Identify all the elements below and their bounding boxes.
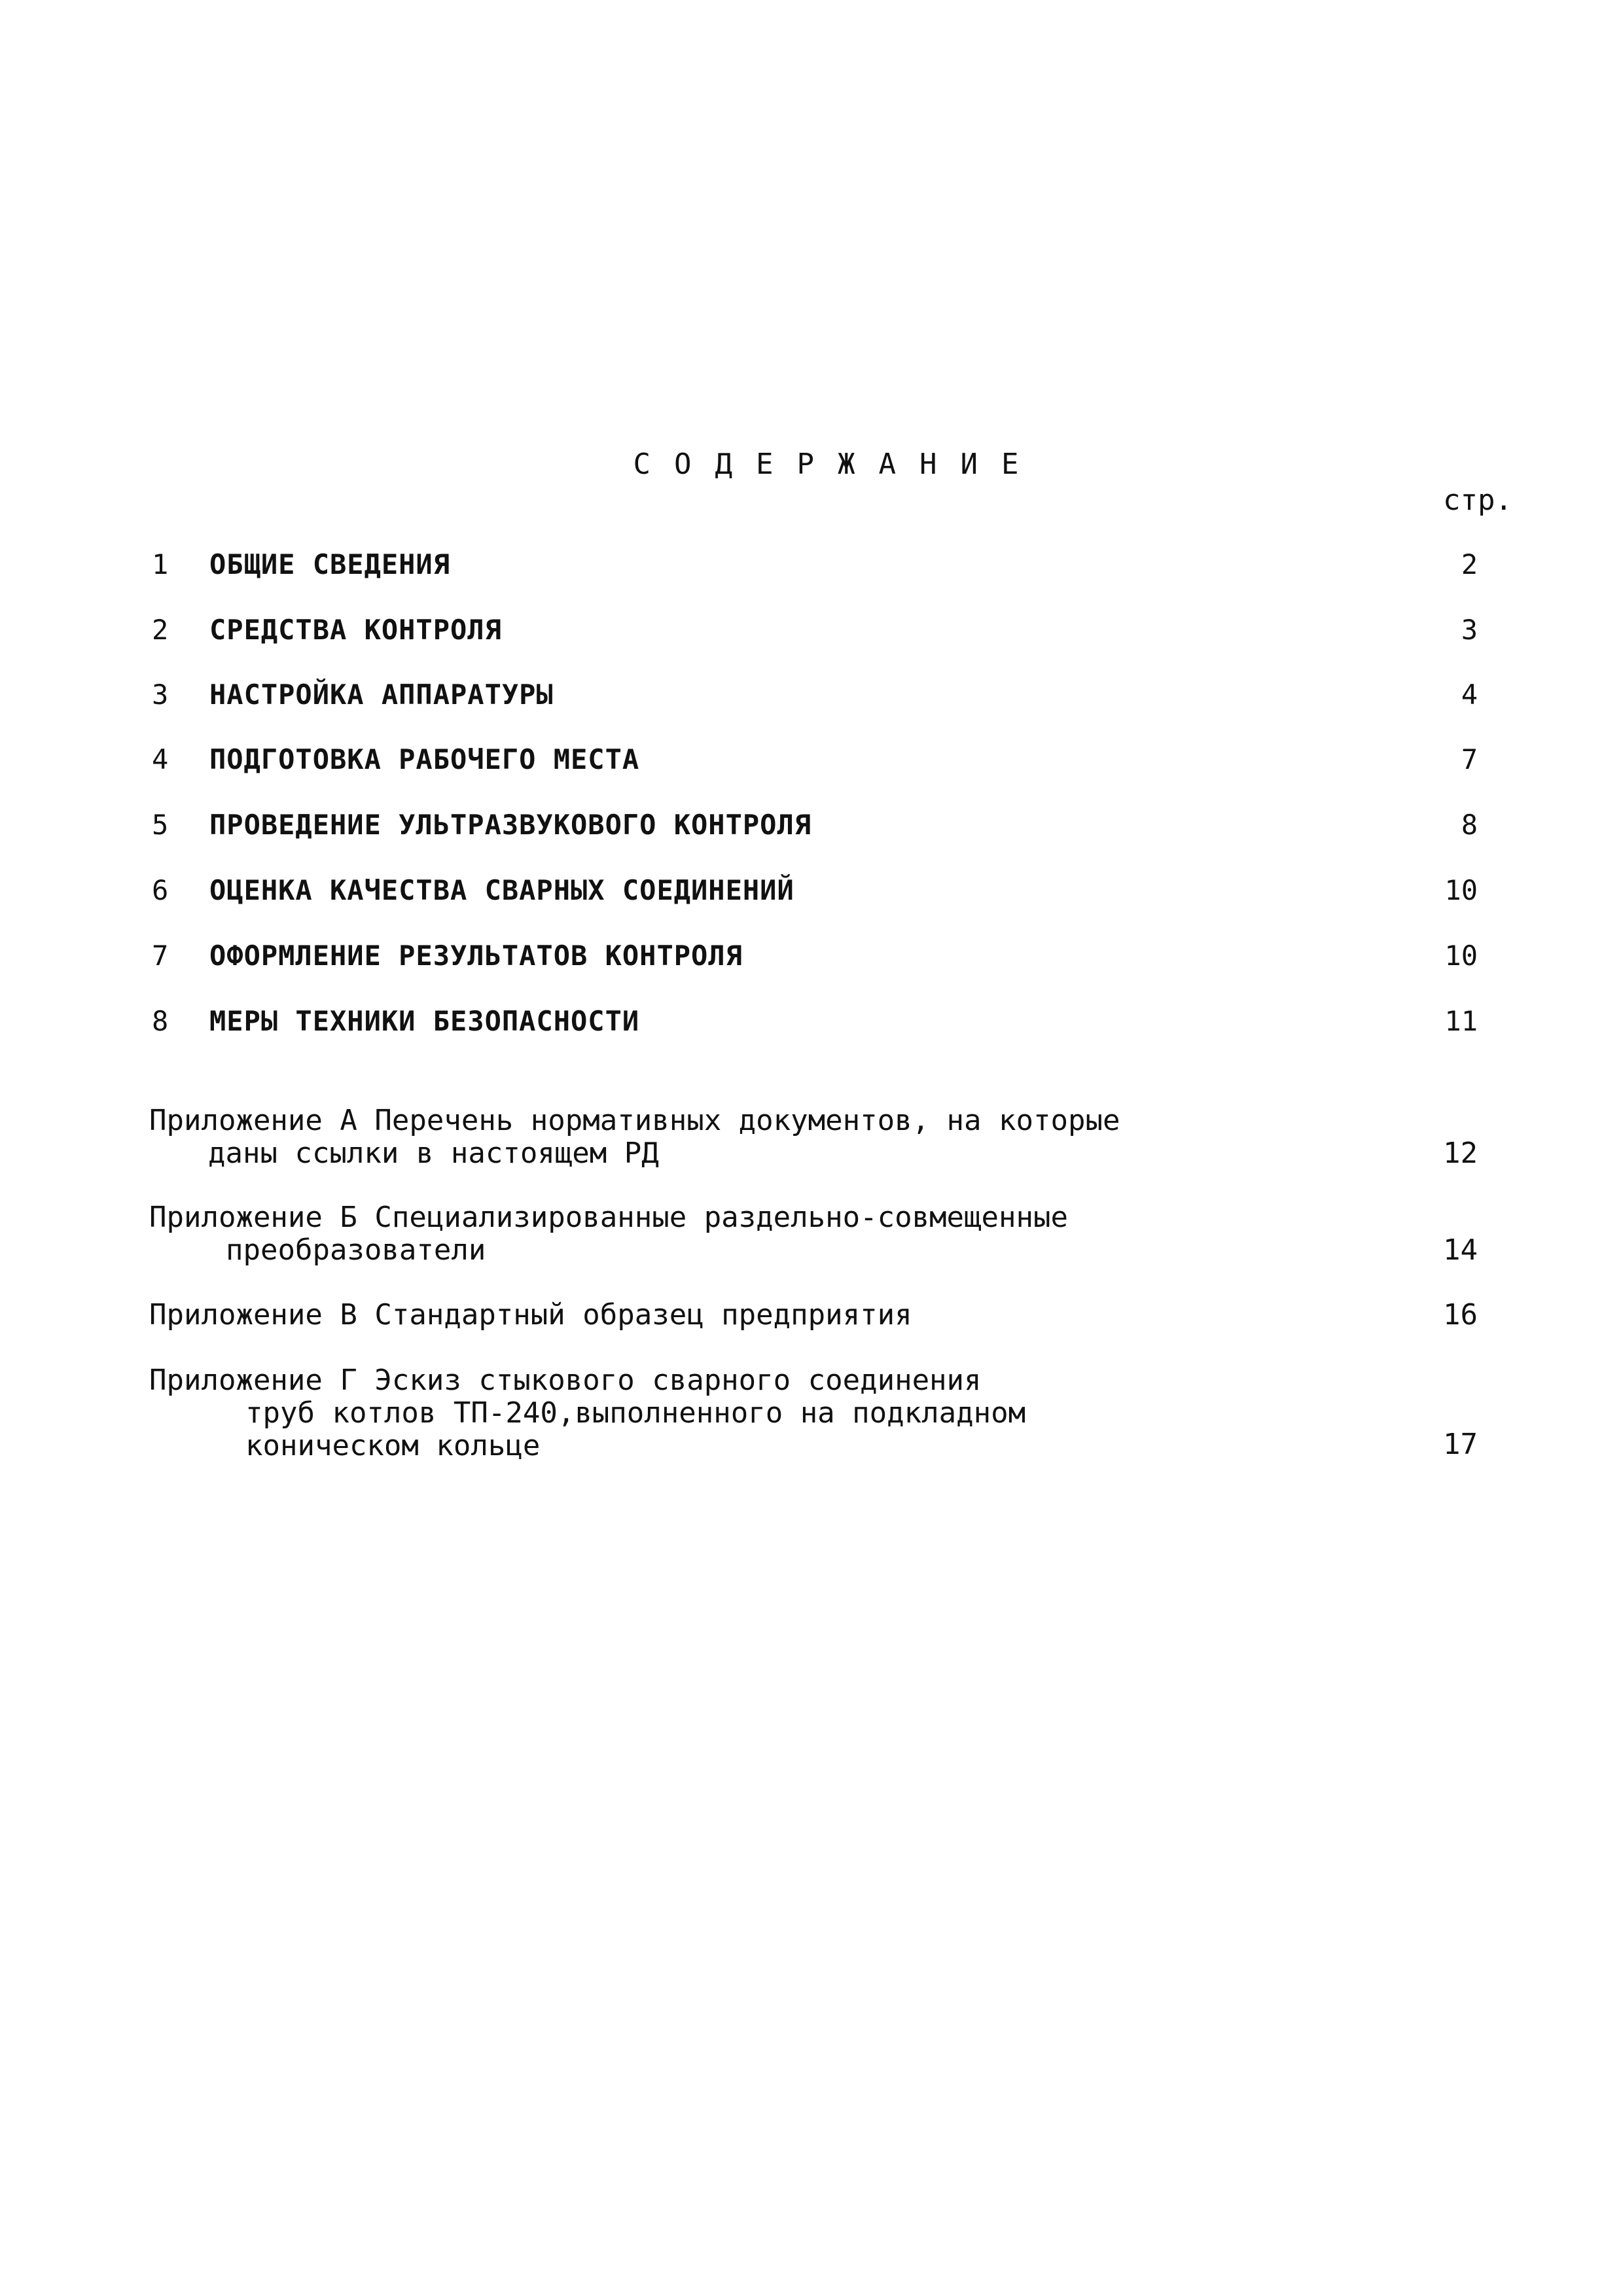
appendix-title-line: Приложение В Стандартный образец предприятия xyxy=(149,1298,912,1332)
toc-row-appendix-a[interactable] xyxy=(0,1104,1623,1176)
appendix-page: 14 xyxy=(1443,1233,1478,1267)
section-title: ОФОРМЛЕНИЕ РЕЗУЛЬТАТОВ КОНТРОЛЯ xyxy=(209,940,743,972)
toc-row-section-7[interactable] xyxy=(0,936,1623,976)
section-number: 8 xyxy=(152,1005,169,1037)
section-page: 8 xyxy=(1461,809,1478,841)
toc-row-section-2[interactable] xyxy=(0,610,1623,650)
section-page: 10 xyxy=(1444,874,1478,906)
toc-row-appendix-g[interactable] xyxy=(0,1364,1623,1469)
appendix-page: 17 xyxy=(1443,1428,1478,1461)
section-page: 11 xyxy=(1444,1005,1478,1037)
appendix-title-line: Приложение Г Эскиз стыкового сварного соединения xyxy=(149,1364,982,1397)
appendix-title-line: преобразователи xyxy=(226,1233,486,1267)
toc-row-section-6[interactable] xyxy=(0,871,1623,910)
section-title: ПОДГОТОВКА РАБОЧЕГО МЕСТА xyxy=(209,743,640,775)
section-number: 5 xyxy=(152,809,169,841)
section-page: 7 xyxy=(1461,743,1478,775)
appendix-title-line: труб котлов ТП-240,выполненного на подкладном xyxy=(245,1396,1026,1430)
section-number: 1 xyxy=(152,548,169,580)
toc-row-appendix-b[interactable] xyxy=(0,1201,1623,1273)
section-title: МЕРЫ ТЕХНИКИ БЕЗОПАСНОСТИ xyxy=(209,1005,640,1037)
section-page: 4 xyxy=(1461,679,1478,711)
appendix-title-line: коническом кольце xyxy=(245,1429,541,1462)
appendix-page: 12 xyxy=(1443,1137,1478,1170)
section-number: 6 xyxy=(152,874,169,906)
section-page: 10 xyxy=(1444,940,1478,972)
section-number: 4 xyxy=(152,743,169,775)
toc-row-section-5[interactable] xyxy=(0,805,1623,845)
toc-row-section-8[interactable] xyxy=(0,1002,1623,1041)
toc-row-section-1[interactable] xyxy=(0,545,1623,584)
page-column-label: стр. xyxy=(1443,484,1512,517)
section-title: ПРОВЕДЕНИЕ УЛЬТРАЗВУКОВОГО КОНТРОЛЯ xyxy=(209,809,812,841)
appendix-title-line: даны ссылки в настоящем РД xyxy=(208,1137,659,1170)
appendix-title-line: Приложение Б Специализированные раздельно-совмещенные xyxy=(149,1201,1068,1234)
toc-row-appendix-v[interactable] xyxy=(0,1299,1623,1338)
toc-row-section-3[interactable] xyxy=(0,675,1623,715)
section-title: СРЕДСТВА КОНТРОЛЯ xyxy=(209,614,502,646)
section-number: 3 xyxy=(152,679,169,711)
section-page: 3 xyxy=(1461,614,1478,646)
section-page: 2 xyxy=(1461,548,1478,580)
appendix-page: 16 xyxy=(1443,1298,1478,1332)
appendix-title-line: Приложение А Перечень нормативных документов, на которые xyxy=(149,1104,1120,1137)
section-title: ОБЩИЕ СВЕДЕНИЯ xyxy=(209,548,451,580)
page-title: СОДЕРЖАНИЕ xyxy=(633,448,1043,481)
section-number: 2 xyxy=(152,614,169,646)
section-title: ОЦЕНКА КАЧЕСТВА СВАРНЫХ СОЕДИНЕНИЙ xyxy=(209,874,794,906)
section-title: НАСТРОЙКА АППАРАТУРЫ xyxy=(209,679,554,711)
toc-row-section-4[interactable] xyxy=(0,740,1623,779)
section-number: 7 xyxy=(152,940,169,972)
